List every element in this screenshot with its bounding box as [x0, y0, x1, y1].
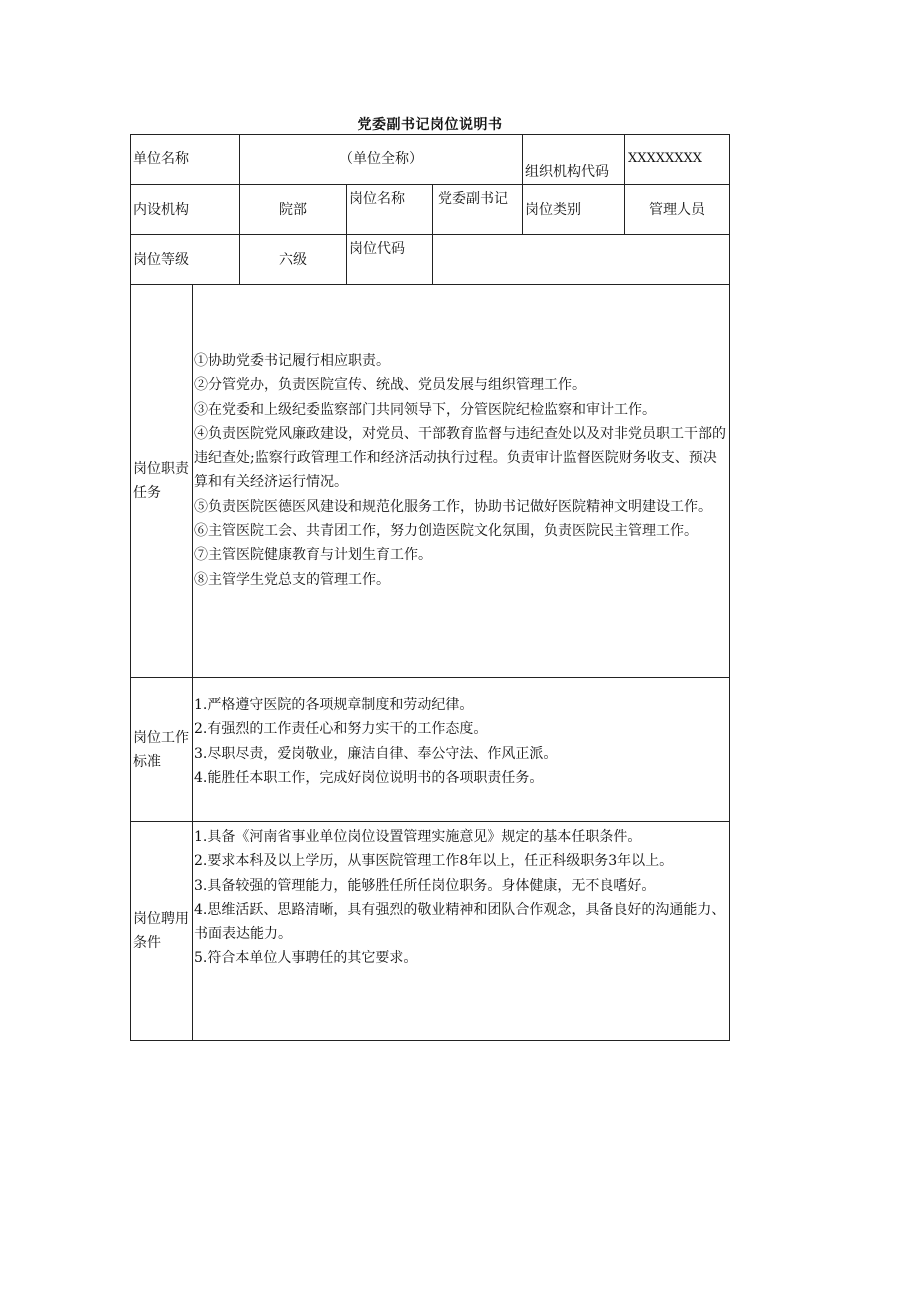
requirements-list	[193, 825, 729, 971]
requirements-label-text: 岗位聘用条件	[133, 911, 189, 951]
table-border-bottom	[130, 1040, 730, 1041]
list-item: 2.要求本科及以上学历，从事医院管理工作8年以上，任正科级职务3年以上。	[194, 853, 674, 870]
list-item: ⑦主管医院健康教育与计划生育工作。	[194, 547, 432, 564]
table-row-divider	[130, 821, 730, 822]
unit-name-label: 单位名称	[133, 151, 189, 167]
list-item: 3.尽职尽责，爱岗敬业，廉洁自律、奉公守法、作风正派。	[194, 745, 558, 762]
duties-label	[131, 285, 192, 677]
table-row-divider	[130, 284, 730, 285]
duties-list	[193, 349, 731, 592]
post-name-label: 岗位名称	[349, 191, 405, 207]
org-code-value: XXXXXXXX	[628, 151, 703, 166]
standards-list	[193, 693, 729, 790]
list-item: 4.思维活跃、思路清晰，具有强烈的敬业精神和团队合作观念，具备良好的沟通能力、书面表达能力。	[194, 901, 726, 943]
post-code-value	[433, 235, 729, 284]
duties-label-text: 岗位职责任务	[133, 461, 189, 501]
post-code-label: 岗位代码	[349, 241, 405, 257]
post-category-label: 岗位类别	[525, 201, 581, 218]
list-item: 1.严格遵守医院的各项规章制度和劳动纪律。	[194, 697, 474, 713]
page-title: 党委副书记岗位说明书	[357, 117, 503, 133]
list-item: 4.能胜任本职工作，完成好岗位说明书的各项职责任务。	[194, 769, 544, 786]
table-row-divider	[130, 677, 730, 678]
post-category-value: 管理人员	[649, 201, 705, 218]
post-name-value: 党委副书记	[438, 191, 508, 207]
org-code-label: 组织机构代码	[525, 164, 609, 180]
post-grade-value: 六级	[279, 251, 307, 268]
list-item: ⑤负责医院医德医风建设和规范化服务工作，协助书记做好医院精神文明建设工作。	[194, 498, 712, 515]
list-item: 1.具备《河南省事业单位岗位设置管理实施意见》规定的基本任职条件。	[194, 829, 642, 845]
list-item: ①协助党委书记履行相应职责。	[194, 353, 390, 369]
list-item: 2.有强烈的工作责任心和努力实干的工作态度。	[194, 721, 488, 738]
list-item: ⑥主管医院工会、共青团工作，努力创造医院文化氛围，负责医院民主管理工作。	[194, 523, 698, 540]
unit-name-value: （单位全称）	[339, 151, 423, 167]
internal-org-label: 内设机构	[133, 201, 189, 218]
list-item: ②分管党办，负责医院宣传、统战、党员发展与组织管理工作。	[194, 377, 586, 394]
post-grade-label: 岗位等级	[133, 251, 189, 268]
list-item: ④负责医院党风廉政建设，对党员、干部教育监督与违纪查处以及对非党员职工干部的违纪查处;监察行政管理工作和经济活动执行过程。负责审计监督医院财务收支、预决算和有关经济运行情况。	[194, 425, 726, 491]
requirements-label	[131, 822, 192, 1040]
internal-org-value: 院部	[279, 201, 307, 218]
standards-label-text: 岗位工作标准	[133, 729, 189, 770]
list-item: 5.符合本单位人事聘任的其它要求。	[194, 950, 418, 967]
standards-label	[131, 678, 192, 821]
list-item: ⑧主管学生党总支的管理工作。	[194, 571, 390, 588]
list-item: ③在党委和上级纪委监察部门共同领导下，分管医院纪检监察和审计工作。	[194, 401, 656, 418]
list-item: 3.具备较强的管理能力，能够胜任所任岗位职务。身体健康，无不良嗜好。	[194, 877, 656, 894]
